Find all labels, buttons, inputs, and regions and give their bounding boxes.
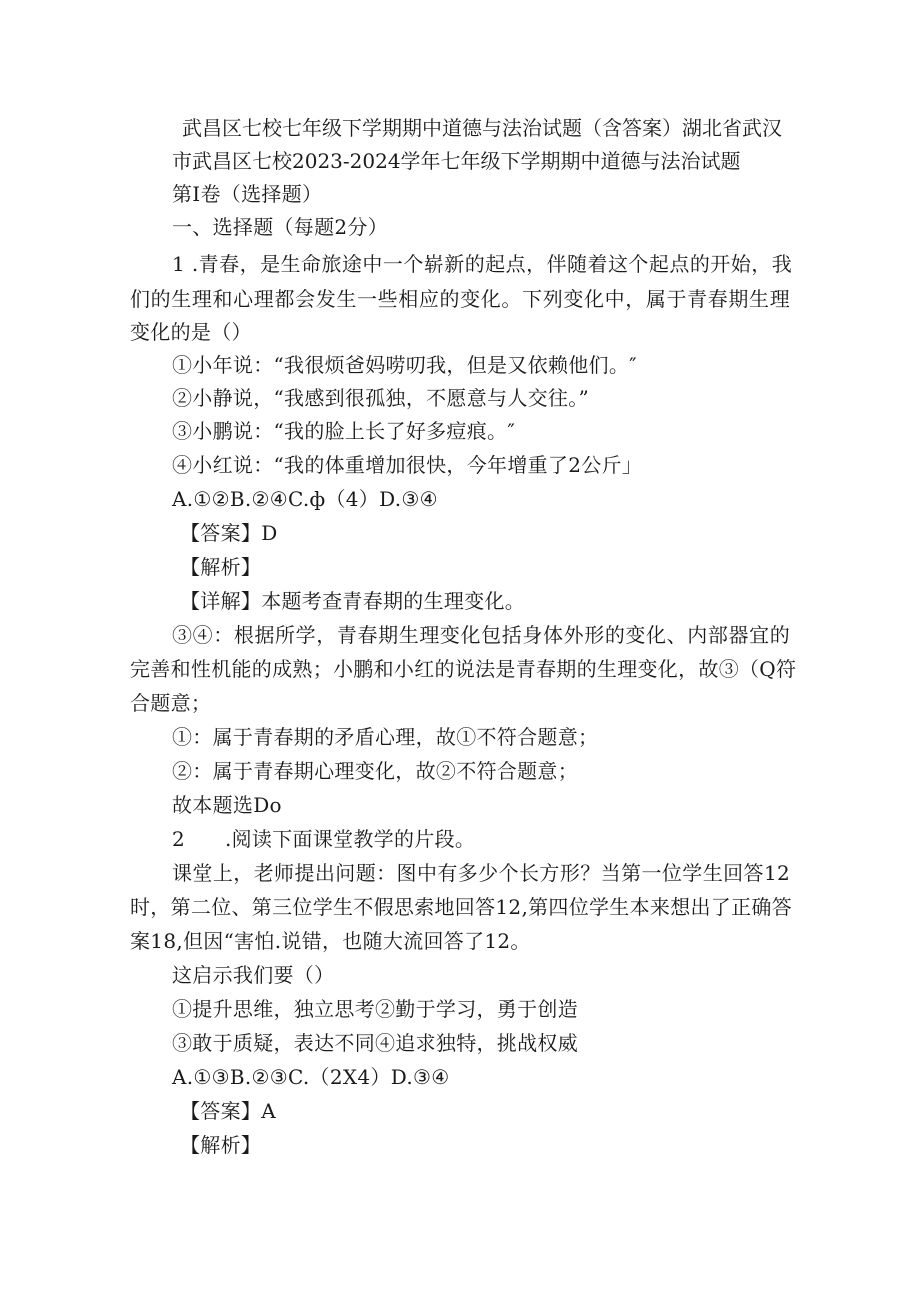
question-1-text: 变化的是（）: [130, 320, 252, 344]
question-1-analysis-label: 【解析】: [180, 555, 262, 579]
question-2-choices: A.①③B.②③C.（2X4）D.③④: [172, 1065, 450, 1089]
question-1-text: 们的生理和心理都会发生一些相应的变化。下列变化中，属于青春期生理: [130, 287, 790, 311]
question-2-answer: 【答案】A: [180, 1099, 276, 1123]
section-heading: 第I卷（选择题）: [172, 182, 323, 206]
question-1-option: ③小鹏说：“我的脸上长了好多痘痕。″: [172, 419, 516, 443]
question-1-conclusion: 故本题选Do: [172, 793, 282, 817]
question-1-explanation: 合题意；: [130, 691, 212, 715]
question-1-detail: 【详解】本题考查青春期的生理变化。: [180, 589, 526, 613]
question-1-text: 1 .青春，是生命旅途中一个崭新的起点，伴随着这个起点的开始，我: [172, 252, 792, 276]
question-1-explanation: ②：属于青春期心理变化，故②不符合题意；: [172, 759, 578, 783]
doc-title-line-2: 市武昌区七校2023-2024学年七年级下学期期中道德与法治试题: [172, 149, 741, 173]
question-2-text: 案18,但因“害怕.说错，也随大流回答了12。: [130, 929, 531, 953]
question-1-option: ①小年说：“我很烦爸妈唠叨我，但是又依赖他们。″: [172, 353, 637, 377]
question-1-answer: 【答案】D: [180, 521, 278, 545]
subsection-heading: 一、选择题（每题2分）: [172, 215, 389, 239]
question-2-prompt: 这启示我们要（）: [172, 963, 335, 987]
question-2-text: 2 .阅读下面课堂教学的片段。: [172, 827, 476, 851]
question-2-text: 时，第二位、第三位学生不假思索地回答12,第四位学生本来想出了正确答: [130, 895, 793, 919]
question-2-option: ③敢于质疑，表达不同④追求独特，挑战权威: [172, 1031, 578, 1055]
question-1-option: ②小静说，“我感到很孤独，不愿意与人交往。”: [172, 386, 590, 410]
question-1-explanation: 完善和性机能的成熟；小鹏和小红的说法是青春期的生理变化，故③（Q符: [130, 657, 797, 681]
question-1-explanation: ①：属于青春期的矛盾心理，故①不符合题意；: [172, 725, 599, 749]
doc-title-line-1: 武昌区七校七年级下学期期中道德与法治试题（含答案）湖北省武汉: [182, 116, 782, 140]
question-2-option: ①提升思维，独立思考②勤于学习，勇于创造: [172, 997, 578, 1021]
question-2-text: 课堂上，老师提出问题：图中有多少个长方形？当第一位学生回答12: [172, 861, 790, 885]
question-2-analysis-label: 【解析】: [180, 1133, 262, 1157]
question-1-option: ④小红说：“我的体重增加很快，今年增重了2公斤」: [172, 453, 643, 477]
question-1-choices: A.①②B.②④C.ф（4）D.③④: [172, 487, 438, 511]
question-1-explanation: ③④：根据所学，青春期生理变化包括身体外形的变化、内部器宜的: [172, 623, 790, 647]
